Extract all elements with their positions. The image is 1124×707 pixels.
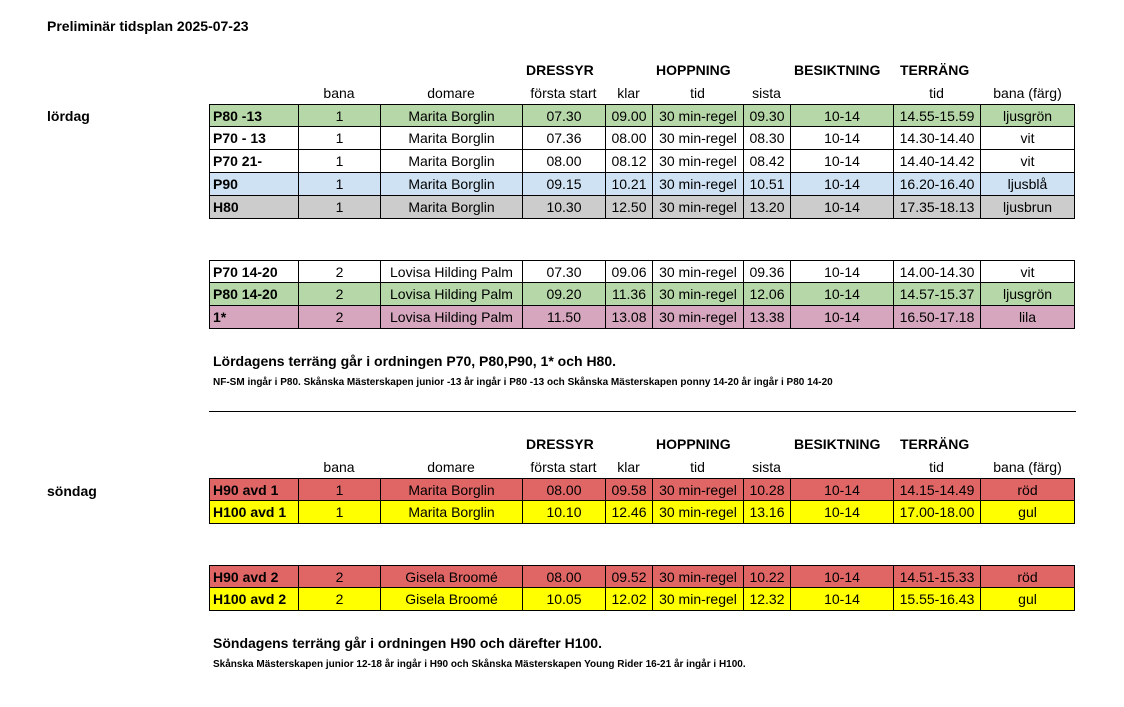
cell-bana: 1	[298, 196, 380, 219]
cell-tid: 30 min-regel	[652, 565, 743, 588]
cell-tid: 30 min-regel	[652, 173, 743, 196]
cell-tid: 30 min-regel	[652, 260, 743, 283]
cell-klass: P70 - 13	[209, 127, 298, 150]
cell-klass: P70 14-20	[209, 260, 298, 283]
cell-bana: 2	[298, 565, 380, 588]
cell-terrang-tid: 14.00-14.30	[893, 260, 980, 283]
cell-sista: 09.30	[743, 104, 790, 127]
cell-domare: Marita Borglin	[380, 501, 522, 524]
header-domare: domare	[427, 85, 475, 101]
cell-forsta-start: 07.30	[522, 104, 605, 127]
cell-besiktning: 10-14	[790, 588, 893, 611]
cell-bana: 1	[298, 173, 380, 196]
cell-domare: Lovisa Hilding Palm	[380, 260, 522, 283]
header-forsta-start: första start	[530, 85, 597, 101]
cell-klass: H90 avd 2	[209, 565, 298, 588]
cell-terrang-tid: 16.50-17.18	[893, 306, 980, 329]
table-row	[209, 283, 1075, 306]
cell-klass: 1*	[209, 306, 298, 329]
cell-besiktning: 10-14	[790, 260, 893, 283]
header-klar: klar	[617, 459, 640, 475]
cell-tid: 30 min-regel	[652, 306, 743, 329]
cell-tid: 30 min-regel	[652, 127, 743, 150]
header-tid: tid	[690, 459, 705, 475]
cell-bana-farg: ljusblå	[980, 173, 1075, 196]
cell-sista: 08.42	[743, 150, 790, 173]
cell-bana: 1	[298, 150, 380, 173]
header-sista: sista	[752, 459, 781, 475]
cell-domare: Gisela Broomé	[380, 565, 522, 588]
cell-forsta-start: 07.36	[522, 127, 605, 150]
cell-domare: Marita Borglin	[380, 104, 522, 127]
header-bana: bana	[323, 459, 355, 475]
cell-terrang-tid: 14.15-14.49	[893, 478, 980, 501]
day-label-sunday: söndag	[47, 483, 97, 499]
cell-sista: 12.32	[743, 588, 790, 611]
cell-forsta-start: 08.00	[522, 150, 605, 173]
cell-besiktning: 10-14	[790, 306, 893, 329]
cell-besiktning: 10-14	[790, 173, 893, 196]
saturday-footnote: NF-SM ingår i P80. Skånska Mästerskapen junior -13 år ingår i P80 -13 och Skånska Mästerskapen ponny 14-20 år ingår i P80 14-20	[213, 377, 833, 388]
header-hoppning: HOPPNING	[656, 436, 731, 452]
table-row	[209, 173, 1075, 196]
cell-terrang-tid: 16.20-16.40	[893, 173, 980, 196]
page-title: Preliminär tidsplan 2025-07-23	[47, 18, 249, 34]
cell-tid: 30 min-regel	[652, 501, 743, 524]
cell-tid: 30 min-regel	[652, 196, 743, 219]
cell-besiktning: 10-14	[790, 196, 893, 219]
header-dressyr: DRESSYR	[526, 62, 594, 78]
cell-bana-farg: vit	[980, 260, 1075, 283]
cell-forsta-start: 10.10	[522, 501, 605, 524]
cell-bana-farg: gul	[980, 588, 1075, 611]
cell-bana: 2	[298, 283, 380, 306]
cell-tid: 30 min-regel	[652, 588, 743, 611]
cell-bana-farg: röd	[980, 478, 1075, 501]
cell-sista: 10.28	[743, 478, 790, 501]
header-forsta-start: första start	[530, 459, 597, 475]
table-row	[209, 150, 1075, 173]
header-domare: domare	[427, 459, 475, 475]
cell-sista: 09.36	[743, 260, 790, 283]
cell-forsta-start: 09.15	[522, 173, 605, 196]
cell-terrang-tid: 14.40-14.42	[893, 150, 980, 173]
header-terrang: TERRÄNG	[900, 62, 970, 78]
cell-bana: 1	[298, 478, 380, 501]
header-hoppning: HOPPNING	[656, 62, 731, 78]
cell-forsta-start: 11.50	[522, 306, 605, 329]
cell-domare: Marita Borglin	[380, 196, 522, 219]
cell-domare: Marita Borglin	[380, 173, 522, 196]
cell-klar: 08.00	[605, 127, 652, 150]
header-besiktning: BESIKTNING	[794, 436, 881, 452]
cell-sista: 13.16	[743, 501, 790, 524]
cell-terrang-tid: 17.35-18.13	[893, 196, 980, 219]
cell-forsta-start: 08.00	[522, 565, 605, 588]
cell-terrang-tid: 15.55-16.43	[893, 588, 980, 611]
cell-besiktning: 10-14	[790, 283, 893, 306]
cell-klass: P80 14-20	[209, 283, 298, 306]
cell-besiktning: 10-14	[790, 150, 893, 173]
cell-bana: 1	[298, 127, 380, 150]
cell-klass: P90	[209, 173, 298, 196]
cell-forsta-start: 08.00	[522, 478, 605, 501]
cell-sista: 08.30	[743, 127, 790, 150]
day-label-saturday: lördag	[47, 108, 90, 124]
cell-domare: Lovisa Hilding Palm	[380, 306, 522, 329]
cell-klar: 10.21	[605, 173, 652, 196]
cell-klar: 08.12	[605, 150, 652, 173]
cell-domare: Marita Borglin	[380, 150, 522, 173]
cell-sista: 13.20	[743, 196, 790, 219]
cell-besiktning: 10-14	[790, 565, 893, 588]
cell-klass: H80	[209, 196, 298, 219]
cell-klar: 09.52	[605, 565, 652, 588]
header-bana-farg: bana (färg)	[993, 459, 1062, 475]
table-row	[209, 565, 1075, 588]
cell-klar: 09.00	[605, 104, 652, 127]
cell-domare: Gisela Broomé	[380, 588, 522, 611]
cell-terrang-tid: 14.57-15.37	[893, 283, 980, 306]
table-row	[209, 196, 1075, 219]
cell-klass: H100 avd 2	[209, 588, 298, 611]
cell-klass: P80 -13	[209, 104, 298, 127]
cell-besiktning: 10-14	[790, 501, 893, 524]
cell-domare: Marita Borglin	[380, 127, 522, 150]
cell-tid: 30 min-regel	[652, 104, 743, 127]
cell-klar: 11.36	[605, 283, 652, 306]
cell-terrang-tid: 14.30-14.40	[893, 127, 980, 150]
cell-klass: H100 avd 1	[209, 501, 298, 524]
cell-tid: 30 min-regel	[652, 478, 743, 501]
cell-sista: 10.51	[743, 173, 790, 196]
cell-bana-farg: vit	[980, 150, 1075, 173]
table-row	[209, 104, 1075, 127]
cell-klar: 09.06	[605, 260, 652, 283]
header-klar: klar	[617, 85, 640, 101]
cell-bana-farg: ljusbrun	[980, 196, 1075, 219]
cell-bana: 1	[298, 501, 380, 524]
cell-bana-farg: gul	[980, 501, 1075, 524]
cell-bana: 2	[298, 306, 380, 329]
table-row	[209, 501, 1075, 524]
cell-forsta-start: 10.05	[522, 588, 605, 611]
cell-besiktning: 10-14	[790, 104, 893, 127]
table-row	[209, 306, 1075, 329]
cell-sista: 13.38	[743, 306, 790, 329]
table-row	[209, 588, 1075, 611]
table-row	[209, 127, 1075, 150]
cell-bana: 1	[298, 104, 380, 127]
cell-klass: H90 avd 1	[209, 478, 298, 501]
cell-tid: 30 min-regel	[652, 283, 743, 306]
cell-klar: 13.08	[605, 306, 652, 329]
cell-besiktning: 10-14	[790, 478, 893, 501]
sunday-note: Söndagens terräng går i ordningen H90 och därefter H100.	[213, 635, 602, 651]
cell-terrang-tid: 14.51-15.33	[893, 565, 980, 588]
cell-terrang-tid: 14.55-15.59	[893, 104, 980, 127]
cell-klar: 09.58	[605, 478, 652, 501]
cell-sista: 10.22	[743, 565, 790, 588]
cell-bana-farg: ljusgrön	[980, 283, 1075, 306]
cell-bana: 2	[298, 260, 380, 283]
header-besiktning: BESIKTNING	[794, 62, 881, 78]
cell-bana-farg: lila	[980, 306, 1075, 329]
cell-bana: 2	[298, 588, 380, 611]
sunday-footnote: Skånska Mästerskapen junior 12-18 år ingår i H90 och Skånska Mästerskapen Young Rider 16-21 år ingår i H100.	[213, 659, 746, 670]
cell-klar: 12.50	[605, 196, 652, 219]
cell-terrang-tid: 17.00-18.00	[893, 501, 980, 524]
cell-tid: 30 min-regel	[652, 150, 743, 173]
cell-klar: 12.46	[605, 501, 652, 524]
header-terrang-tid: tid	[929, 85, 944, 101]
header-sista: sista	[752, 85, 781, 101]
cell-klass: P70 21-	[209, 150, 298, 173]
header-terrang-tid: tid	[929, 459, 944, 475]
header-bana-farg: bana (färg)	[993, 85, 1062, 101]
cell-forsta-start: 07.30	[522, 260, 605, 283]
header-tid: tid	[690, 85, 705, 101]
cell-bana-farg: ljusgrön	[980, 104, 1075, 127]
cell-domare: Lovisa Hilding Palm	[380, 283, 522, 306]
cell-domare: Marita Borglin	[380, 478, 522, 501]
cell-bana-farg: vit	[980, 127, 1075, 150]
cell-forsta-start: 10.30	[522, 196, 605, 219]
section-divider	[209, 411, 1076, 412]
table-row	[209, 478, 1075, 501]
saturday-note: Lördagens terräng går i ordningen P70, P80,P90, 1* och H80.	[213, 353, 617, 369]
cell-besiktning: 10-14	[790, 127, 893, 150]
cell-forsta-start: 09.20	[522, 283, 605, 306]
header-bana: bana	[323, 85, 355, 101]
header-terrang: TERRÄNG	[900, 436, 970, 452]
cell-bana-farg: röd	[980, 565, 1075, 588]
table-row	[209, 260, 1075, 283]
header-dressyr: DRESSYR	[526, 436, 594, 452]
cell-sista: 12.06	[743, 283, 790, 306]
cell-klar: 12.02	[605, 588, 652, 611]
